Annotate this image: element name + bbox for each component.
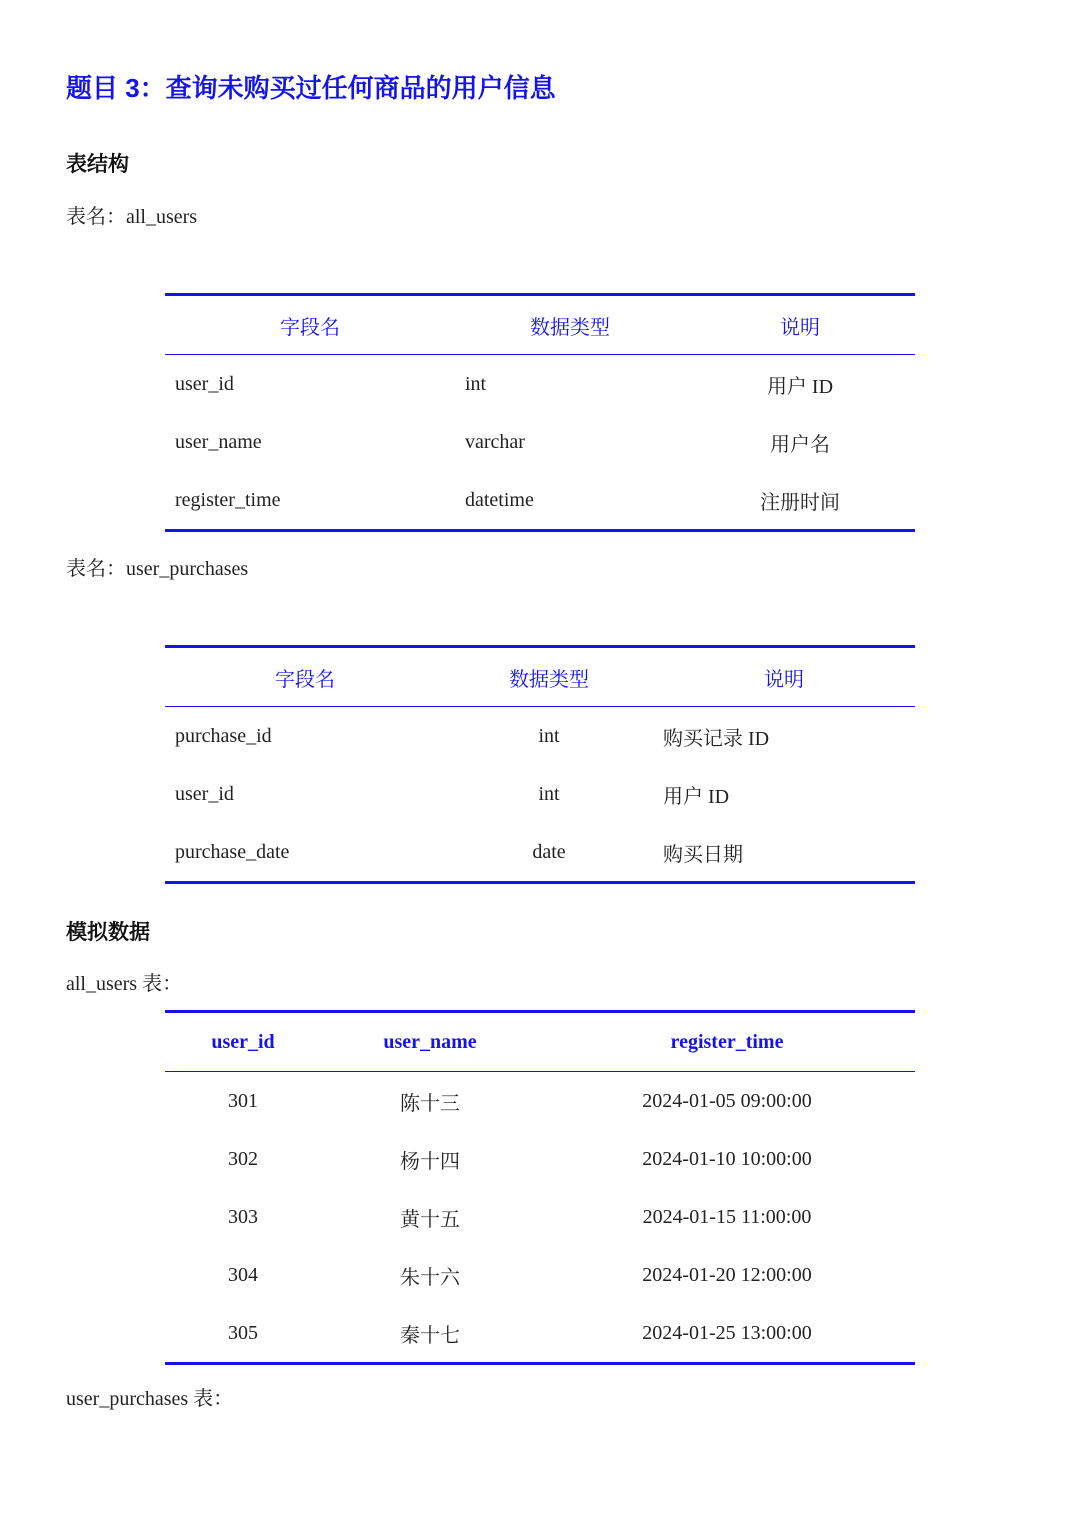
table-row	[165, 823, 915, 883]
page-title: 题目 3：查询未购买过任何商品的用户信息	[66, 73, 556, 103]
description-cell: 购买日期	[663, 843, 743, 866]
data-type-cell: varchar	[465, 430, 525, 453]
user-id-cell: 304	[228, 1263, 258, 1286]
table-row	[165, 413, 915, 471]
table-row	[165, 1072, 915, 1131]
table-row	[165, 707, 915, 766]
description-cell: 用户 ID	[766, 375, 834, 398]
user-purchases-schema-table	[165, 645, 915, 884]
column-header: 数据类型	[445, 647, 653, 707]
user-name-cell: 秦十七	[400, 1324, 460, 1347]
column-header: user_name	[321, 1012, 539, 1072]
all-users-data-table	[165, 1010, 915, 1365]
column-header: register_time	[539, 1012, 915, 1072]
field-name-cell: user_id	[175, 782, 234, 805]
data-type-cell: date	[532, 840, 566, 863]
description-cell: 注册时间	[760, 491, 840, 514]
table-row	[165, 1188, 915, 1246]
data-type-cell: int	[465, 372, 487, 395]
user-purchases-data-caption: user_purchases 表：	[66, 1388, 234, 1410]
table-header-row	[165, 1012, 915, 1072]
user-id-cell: 305	[228, 1321, 258, 1344]
register-time-cell: 2024-01-05 09:00:00	[642, 1089, 812, 1112]
register-time-cell: 2024-01-25 13:00:00	[642, 1321, 812, 1344]
register-time-cell: 2024-01-10 10:00:00	[642, 1147, 812, 1170]
user-id-cell: 302	[228, 1147, 258, 1170]
user-id-cell: 303	[228, 1205, 258, 1228]
table-row	[165, 1246, 915, 1304]
user-name-cell: 朱十六	[400, 1266, 460, 1289]
table-name-user-purchases: 表名：user_purchases	[66, 558, 249, 580]
column-header: 字段名	[165, 647, 445, 707]
table-row	[165, 355, 915, 414]
table-row	[165, 1304, 915, 1364]
table-row	[165, 471, 915, 531]
column-header: 数据类型	[455, 295, 685, 355]
description-cell: 用户名	[770, 433, 830, 456]
field-name-cell: purchase_date	[175, 840, 290, 863]
all-users-schema-table	[165, 293, 915, 532]
field-name-cell: user_name	[175, 430, 262, 453]
user-name-cell: 杨十四	[400, 1150, 460, 1173]
user-id-cell: 301	[228, 1089, 258, 1112]
column-header: 说明	[653, 647, 915, 707]
section-heading-structure: 表结构	[66, 153, 129, 176]
description-cell: 购买记录 ID	[663, 727, 770, 750]
field-name-cell: purchase_id	[175, 724, 272, 747]
data-type-cell: datetime	[465, 488, 534, 511]
column-header: user_id	[165, 1012, 321, 1072]
column-header: 字段名	[165, 295, 455, 355]
column-header: 说明	[685, 295, 915, 355]
section-heading-mock-data: 模拟数据	[66, 921, 150, 944]
data-type-cell: int	[538, 782, 560, 805]
register-time-cell: 2024-01-15 11:00:00	[642, 1205, 812, 1228]
field-name-cell: register_time	[175, 488, 281, 511]
description-cell: 用户 ID	[663, 785, 730, 808]
table-header-row	[165, 647, 915, 707]
user-name-cell: 黄十五	[400, 1208, 460, 1231]
user-name-cell: 陈十三	[400, 1092, 460, 1115]
register-time-cell: 2024-01-20 12:00:00	[642, 1263, 812, 1286]
all-users-data-caption: all_users 表：	[66, 973, 183, 995]
table-name-all-users: 表名：all_users	[66, 206, 198, 228]
table-row	[165, 1130, 915, 1188]
table-row	[165, 765, 915, 823]
data-type-cell: int	[538, 724, 560, 747]
table-header-row	[165, 295, 915, 355]
field-name-cell: user_id	[175, 372, 234, 395]
